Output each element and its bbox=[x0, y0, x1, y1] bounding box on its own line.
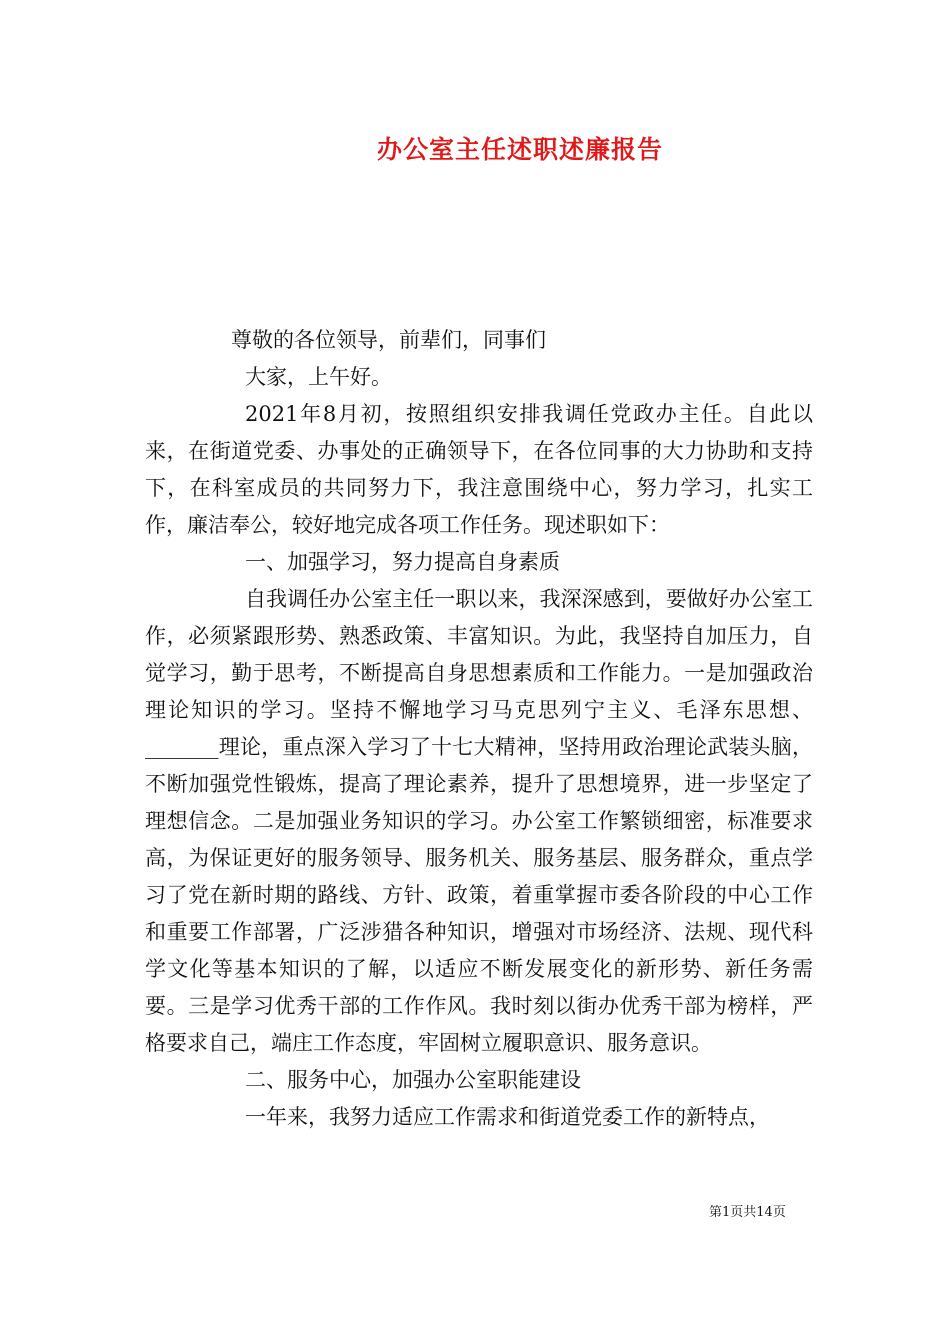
salutation-line: 尊敬的各位领导，前辈们，同事们 bbox=[231, 328, 546, 352]
section-1-paragraph: 自我调任办公室主任一职以来，我深深感到，要做好办公室工作，必须紧跟形势、熟悉政策、丰富知识。为此，我坚持自加压力，自觉学习，勤于思考，不断提高自身思想素质和工作能力。一是加强政治理论知识的学习。坚持不懈地学习马克思列宁主义、毛泽东思想、_______理论，重点深入学习了十七大精神，坚持用政治理论武装头脑，不断加强党性锻炼，提高了理论素养，提升了思想境界，进一步坚定了理想信念。二是加强业务知识的学习。办公室工作繁锁细密，标准要求高，为保证更好的服务领导、服务机关、服务基层、服务群众，重点学习了党在新时期的路线、方针、政策，着重掌握市委各阶段的中心工作和重要工作部署，广泛涉猎各种知识，增强对市场经济、法规、现代科学文化等基本知识的了解，以适应不断发展变化的新形势、新任务需要。三是学习优秀干部的工作作风。我时刻以街办优秀干部为榜样，严格要求自己，端庄工作态度，牢固树立履职意识、服务意识。 bbox=[145, 587, 813, 1055]
section-heading-1: 一、加强学习，努力提高自身素质 bbox=[245, 550, 560, 574]
document-body bbox=[145, 322, 813, 1136]
section-heading-2: 二、服务中心，加强办公室职能建设 bbox=[245, 1068, 581, 1092]
section-2-paragraph: 一年来，我努力适应工作需求和街道党委工作的新特点， bbox=[245, 1105, 770, 1129]
page-title: 办公室主任述职述廉报告 bbox=[376, 135, 663, 164]
page-number-footer: 第1页共14页 bbox=[709, 1205, 786, 1220]
intro-paragraph: 2021年8月初，按照组织安排我调任党政办主任。自此以来，在街道党委、办事处的正确领导下，在各位同事的大力协助和支持下，在科室成员的共同努力下，我注意围绕中心，努力学习，扎实工作，廉洁奉公，较好地完成各项工作任务。现述职如下： bbox=[145, 402, 813, 537]
greeting-line: 大家，上午好。 bbox=[245, 365, 392, 389]
